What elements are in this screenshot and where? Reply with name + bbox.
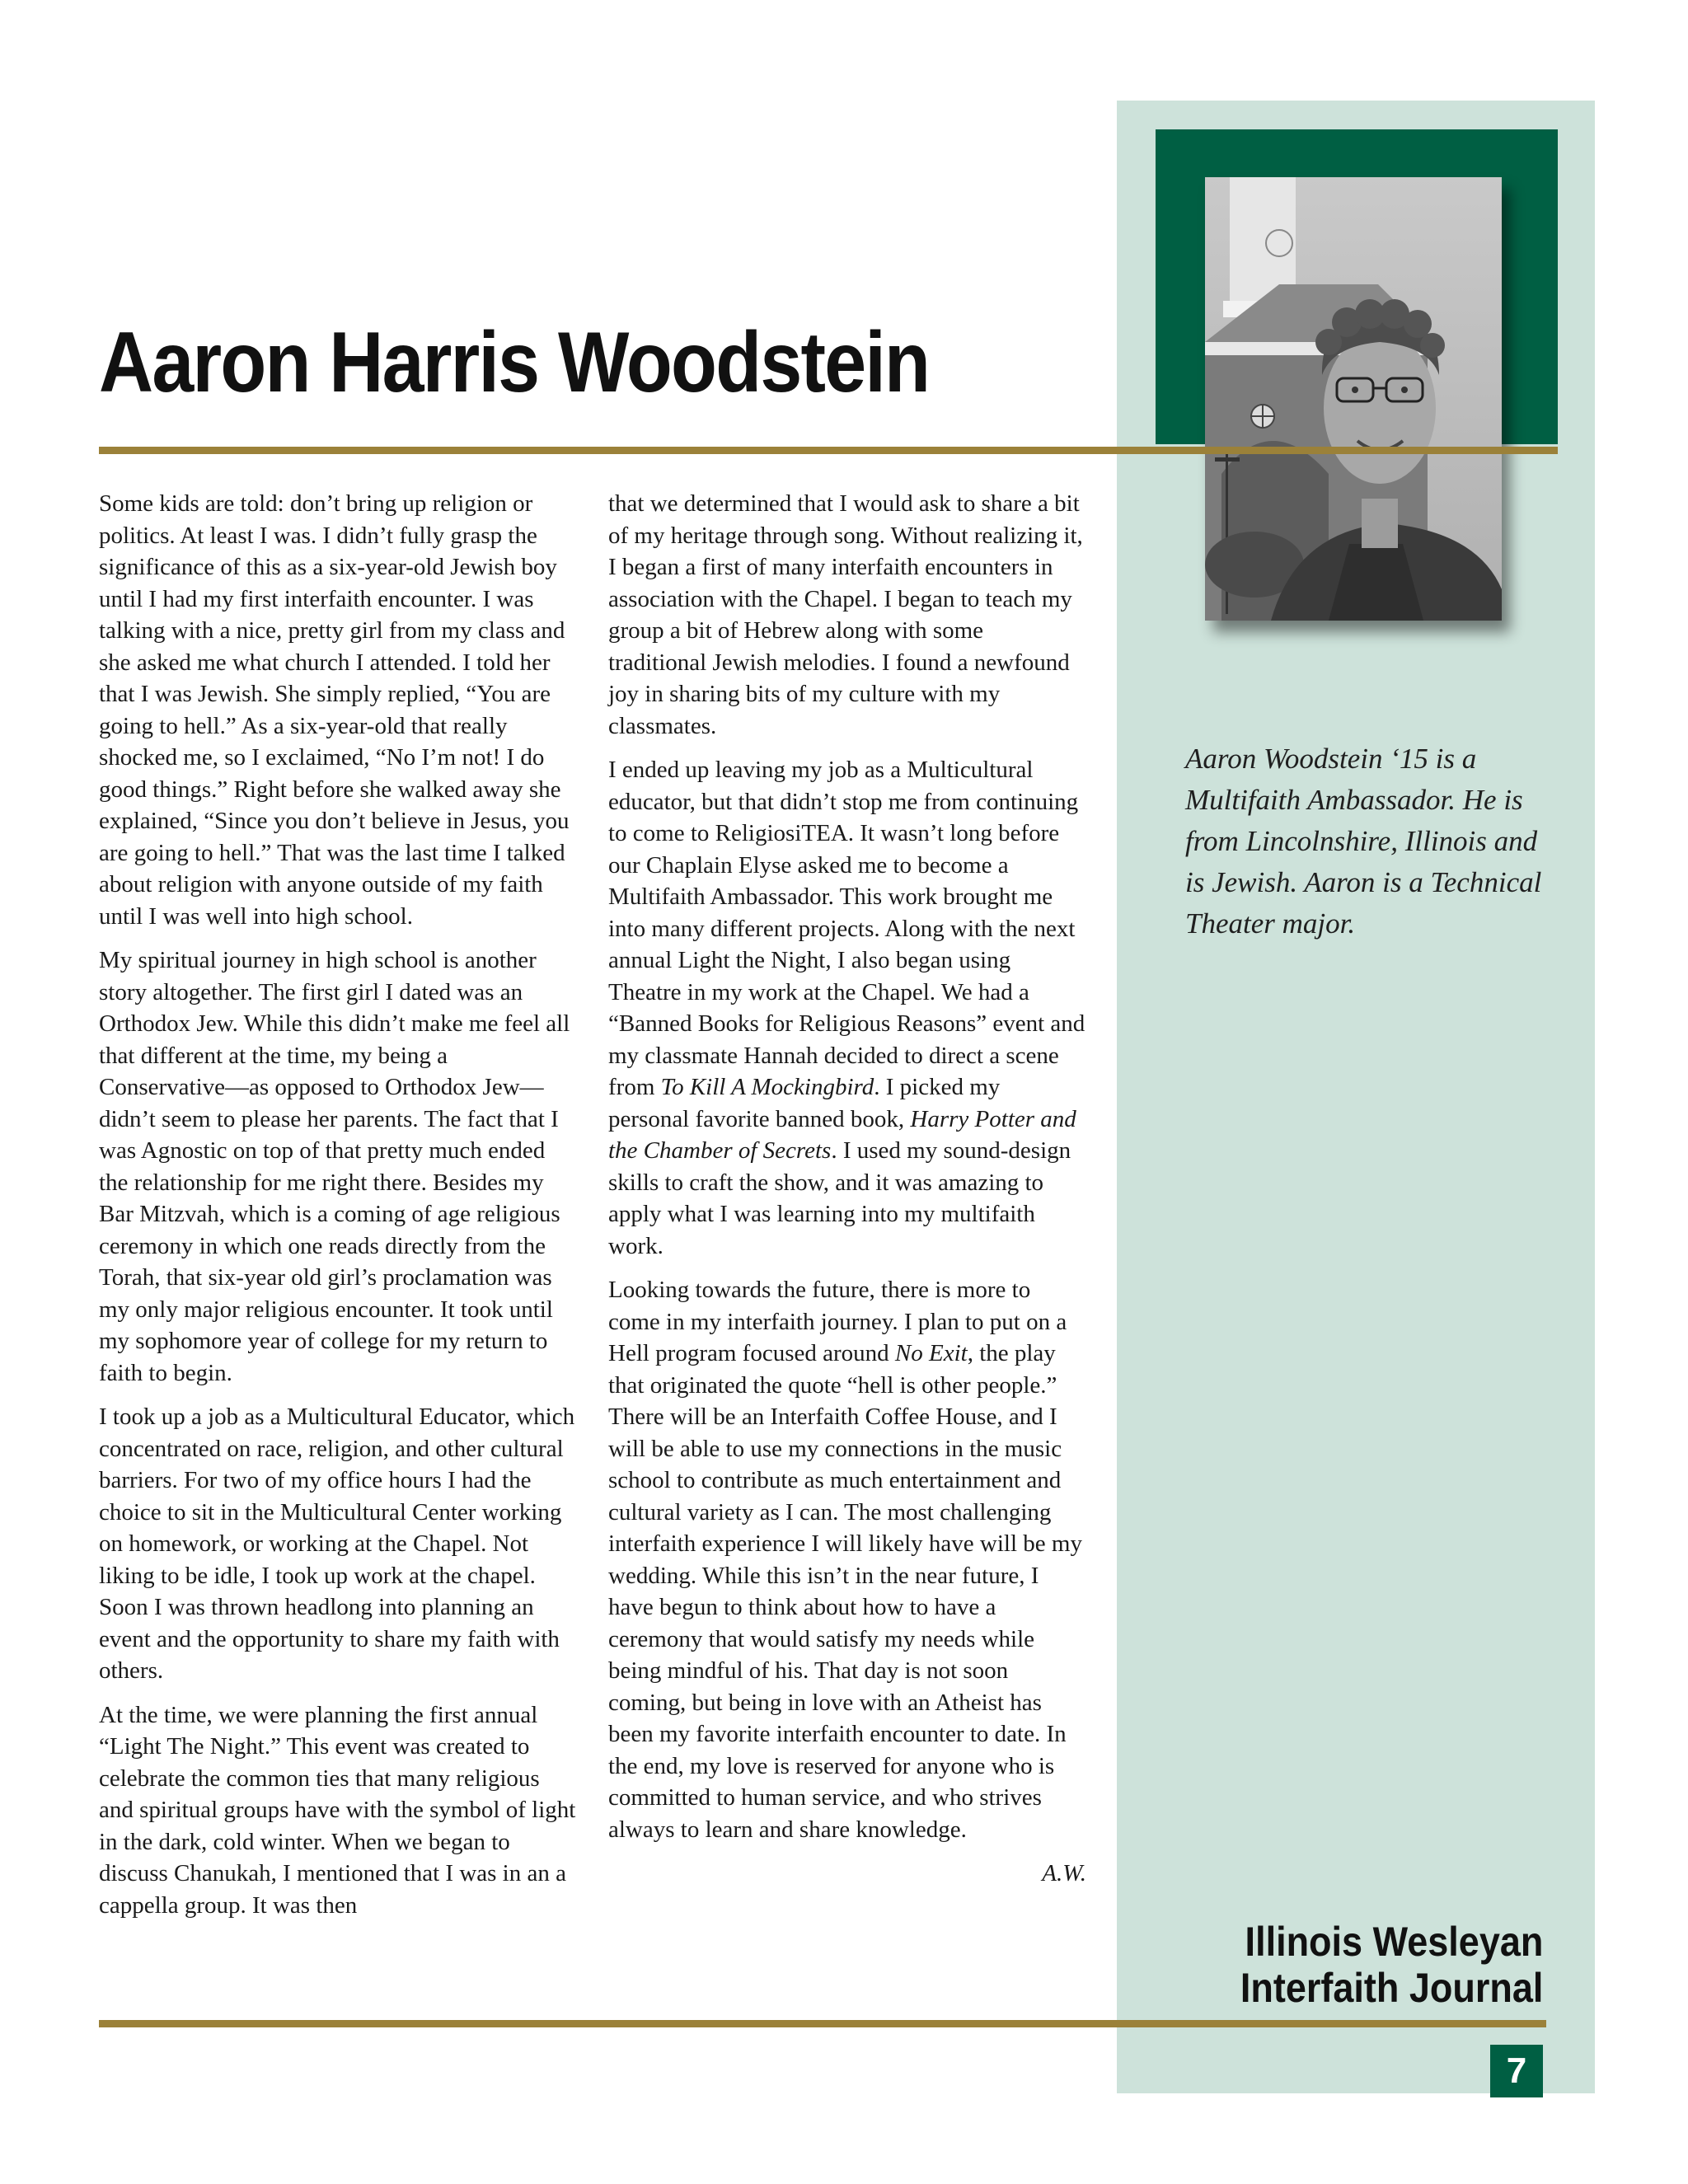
paragraph xyxy=(608,754,1086,1262)
article-title: Aaron Harris Woodstein xyxy=(99,315,930,410)
paragraph: My spiritual journey in high school is another story altogether. The first girl I dated was an Orthodox Jew. While this didn’t make me feel all that different at the time, my being a Conservative—as opposed to Orthodox Jew—didn’t seem to please her parents. The fact that I was Agnostic on top of that pretty much ended the relationship for me right there. Besides my Bar Mitzvah, which is a coming of age religious ceremony in which one reads directly from the Torah, that six-year old girl’s proclamation was my only major religious encounter. It took until my sophomore year of college for my return to faith to begin. xyxy=(99,947,570,1386)
journal-name-line: Illinois Wesleyan xyxy=(1245,1919,1543,1965)
text-run: I ended up leaving my job as a Multicultural educator, but that didn’t stop me from continuing to come to ReligiosiTEA. It wasn’t long before our Chaplain Elyse asked me to become a Multifaith Ambassador. This work brought me into many different projects. Along with the next annual Light the Night, I also began using Theatre in my work at the Chapel. We had a “Banned Books for Religious Reasons” event and my classmate Hannah decided to direct a scene from xyxy=(608,757,1085,1100)
paragraph xyxy=(608,1274,1086,1845)
journal-name xyxy=(1240,1919,1543,2011)
author-signature: A.W. xyxy=(1042,1860,1086,1886)
title-divider xyxy=(99,447,1558,454)
page-number: 7 xyxy=(1490,2045,1543,2097)
author-caption: Aaron Woodstein ‘15 is a Multifaith Ambassador. He is from Lincolnshire, Illinois and is Jewish. Aaron is a Technical Theater major. xyxy=(1185,743,1542,940)
article-column-1 xyxy=(99,488,577,1933)
portrait-photo xyxy=(1205,177,1502,621)
article-column-2 xyxy=(608,488,1086,1902)
paragraph: At the time, we were planning the first annual “Light The Night.” This event was created to celebrate the common ties that many religious and spiritual groups have with the symbol of light in the dark, cold winter. When we began to discuss Chanukah, I mentioned that I was in an a cappella group. It was then xyxy=(99,1701,576,1919)
play-title: No Exit xyxy=(894,1340,968,1366)
book-title: To Kill A Mockingbird xyxy=(660,1074,874,1100)
text-run: , the play that originated the quote “hell is other people.” There will be an Interfaith Coffee House, and I will be able to use my connections in the music school to contribute as much entertainment and cultural variety as I can. The most challenging interfaith experience I will likely have will be my wedding. While this isn’t in the near future, I have begun to think about how to have a ceremony that would satisfy my needs while being mindful of his. That day is not soon coming, but being in love with an Atheist has been my favorite interfaith encounter to date. In the end, my love is reserved for anyone who is committed to human service, and who strives always to learn and share knowledge. xyxy=(608,1340,1082,1843)
journal-name-line: Interfaith Journal xyxy=(1240,1965,1543,2011)
book-title: Harry Potter and the Chamber of Secrets xyxy=(608,1105,1076,1164)
footer-divider xyxy=(99,2020,1546,2027)
text-run: . I picked my personal favorite banned book, xyxy=(608,1074,1001,1132)
text-run: Looking towards the future, there is more to come in my interfaith journey. I plan to put on a Hell program focused around xyxy=(608,1277,1067,1366)
paragraph: Some kids are told: don’t bring up religion or politics. At least I was. I didn’t fully grasp the significance of this as a six-year-old Jewish boy until I had my first interfaith encounter. I was talking with a nice, pretty girl from my class and she asked me what church I attended. I told her that I was Jewish. She simply replied, “You are going to hell.” As a six-year-old that really shocked me, so I exclaimed, “No I’m not! I do good things.” Right before she walked away she explained, “Since you don’t believe in Jesus, you are going to hell.” That was the last time I talked about religion with anyone outside of my faith until I was well into high school. xyxy=(99,490,570,930)
text-run: . I used my sound-design skills to craft the show, and it was amazing to apply what I was learning into my multifaith work. xyxy=(608,1137,1071,1259)
paragraph: that we determined that I would ask to share a bit of my heritage through song. Without realizing it, I began a first of many interfaith encounters in association with the Chapel. I began to teach my group a bit of Hebrew along with some traditional Jewish melodies. I found a newfound joy in sharing bits of my culture with my classmates. xyxy=(608,490,1083,739)
paragraph: I took up a job as a Multicultural Educator, which concentrated on race, religion, and other cultural barriers. For two of my office hours I had the choice to sit in the Multicultural Center working on homework, or working at the Chapel. Not liking to be idle, I took up work at the chapel. Soon I was thrown headlong into planning an event and the opportunity to share my faith with others. xyxy=(99,1404,575,1684)
